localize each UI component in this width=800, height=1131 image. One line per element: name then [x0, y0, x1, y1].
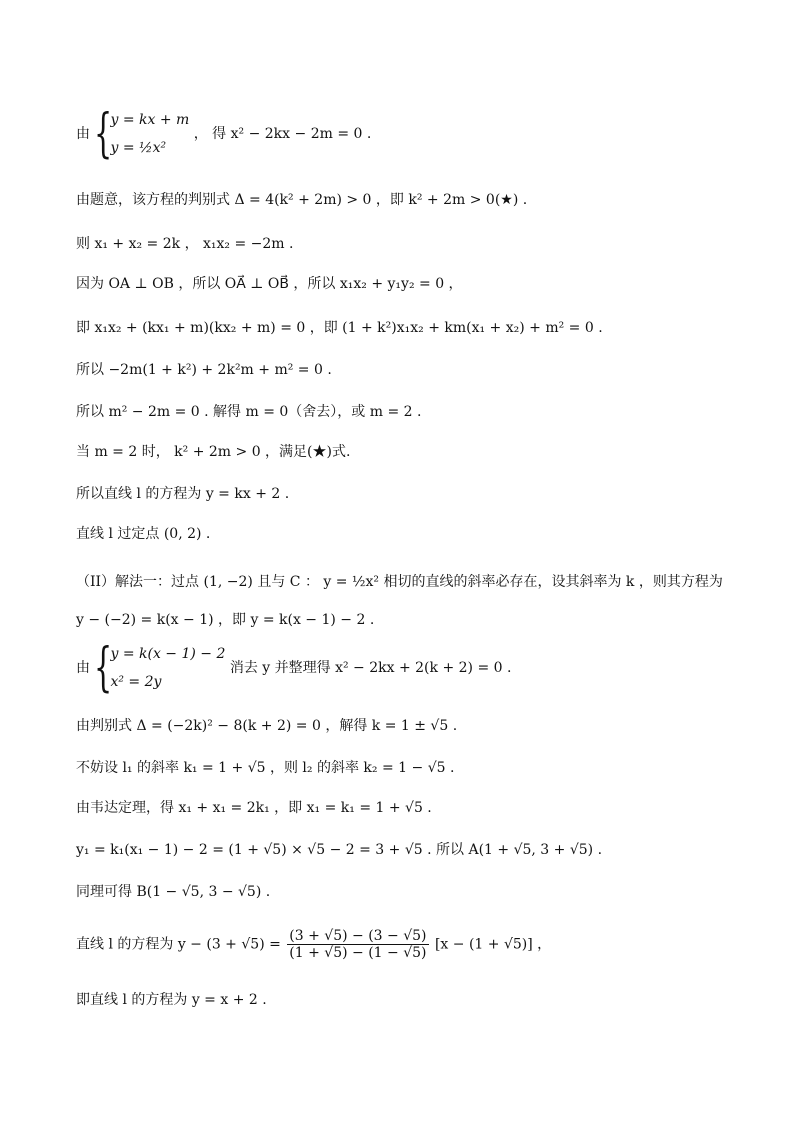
text-line: 由韦达定理，得 x₁ + x₁ = 2k₁ ，即 x₁ = k₁ = 1 + √5 . — [76, 800, 432, 816]
system-row: y = kx + m — [110, 112, 190, 128]
text-line: y₁ = k₁(x₁ − 1) − 2 = (1 + √5) × √5 − 2 = 3 + √5 . 所以 A(1 + √5, 3 + √5) . — [76, 842, 603, 858]
text-line — [76, 638, 512, 698]
line-suffix: ， 得 x² − 2kx − 2m = 0 . — [193, 126, 372, 142]
text-line: 同理可得 B(1 − √5, 3 − √5) . — [76, 884, 271, 900]
text-line: 由判别式 Δ = (−2k)² − 8(k + 2) = 0 ，解得 k = 1 ± √5 . — [76, 718, 458, 734]
text-line — [76, 104, 372, 164]
text-line: 当 m = 2 时， k² + 2m > 0 ，满足(★)式. — [76, 444, 351, 460]
equation-system — [94, 104, 190, 164]
text-line: 由题意，该方程的判别式 Δ = 4(k² + 2m) > 0 ，即 k² + 2m > 0(★) . — [76, 192, 528, 208]
system-row: y = ½x² — [110, 140, 167, 156]
brace-symbol: { — [94, 104, 113, 164]
line-prefix: 由 — [76, 660, 90, 676]
line-prefix: 由 — [76, 126, 90, 142]
text-line: 即直线 l 的方程为 y = x + 2 . — [76, 992, 267, 1008]
text-line: 不妨设 l₁ 的斜率 k₁ = 1 + √5 ，则 l₂ 的斜率 k₂ = 1 − √5 . — [76, 760, 455, 776]
equation-system — [94, 638, 226, 698]
text-line: y − (−2) = k(x − 1) ，即 y = k(x − 1) − 2 . — [76, 612, 375, 628]
text-line: （II）解法一：过点 (1, −2) 且与 C ： y = ½x² 相切的直线的斜率必存在，设其斜率为 k ，则其方程为 — [76, 574, 723, 590]
brace-symbol: { — [94, 638, 113, 698]
text-line — [76, 928, 551, 961]
fraction-denominator: (1 + √5) − (1 − √5) — [289, 945, 427, 961]
text-line: 所以直线 l 的方程为 y = kx + 2 . — [76, 486, 290, 502]
system-row: x² = 2y — [110, 674, 162, 690]
text-line: 所以 −2m(1 + k²) + 2k²m + m² = 0 . — [76, 362, 332, 378]
fraction-numerator: (3 + √5) − (3 − √5) — [289, 928, 427, 944]
line-suffix: 消去 y 并整理得 x² − 2kx + 2(k + 2) = 0 . — [229, 660, 512, 676]
text-line: 因为 OA ⊥ OB ，所以 OA⃗ ⊥ OB⃗ ，所以 x₁x₂ + y₁y₂ = 0 ， — [76, 276, 463, 292]
text-line: 即 x₁x₂ + (kx₁ + m)(kx₂ + m) = 0 ，即 (1 + k²)x₁x₂ + km(x₁ + x₂) + m² = 0 . — [76, 320, 603, 336]
system-row: y = k(x − 1) − 2 — [110, 646, 226, 662]
text-line: 所以 m² − 2m = 0 . 解得 m = 0（舍去），或 m = 2 . — [76, 404, 422, 420]
text-line: 则 x₁ + x₂ = 2k ， x₁x₂ = −2m . — [76, 236, 294, 252]
text-line: 直线 l 过定点 (0, 2) . — [76, 526, 211, 542]
line-prefix: 直线 l 的方程为 y − (3 + √5) = — [76, 936, 286, 953]
line-suffix: [x − (1 + √5)] ， — [434, 936, 552, 953]
fraction — [287, 928, 428, 961]
